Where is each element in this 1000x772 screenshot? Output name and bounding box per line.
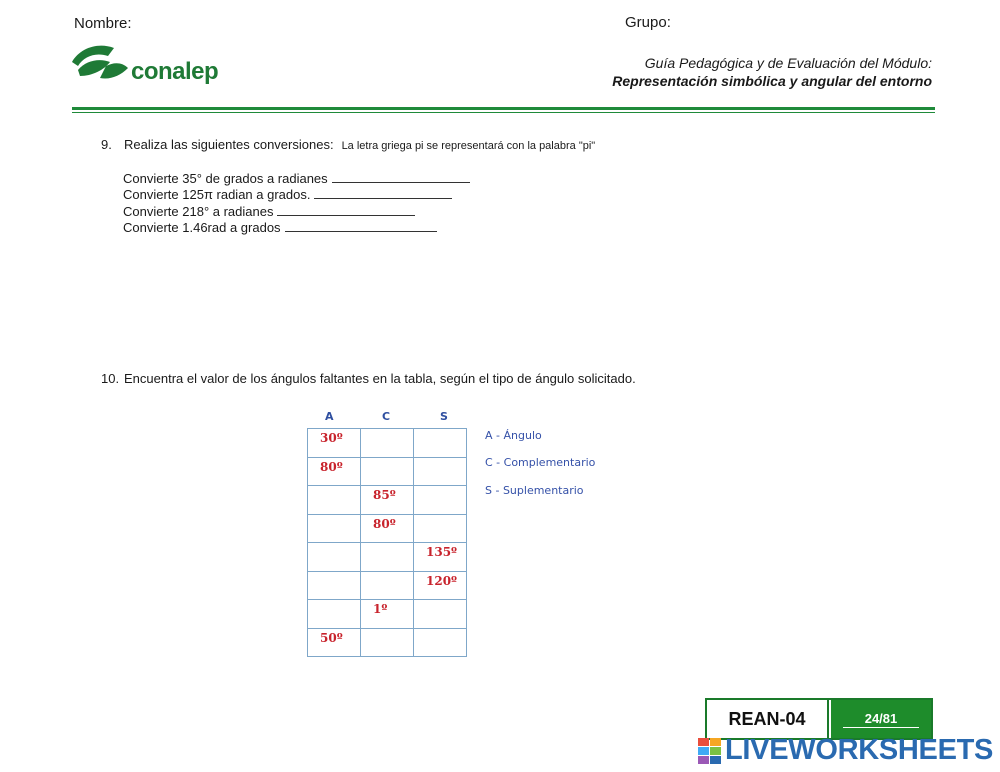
liveworksheets-brand: LIVEWORKSHEETS bbox=[725, 734, 994, 766]
answer-blank[interactable] bbox=[332, 171, 470, 183]
column-header-a: A bbox=[325, 410, 334, 423]
conalep-logo-text: conalep bbox=[131, 58, 219, 85]
angle-value: 120º bbox=[426, 573, 458, 588]
answer-cell[interactable] bbox=[308, 514, 361, 543]
table-row bbox=[308, 429, 467, 458]
answer-cell[interactable] bbox=[308, 600, 361, 629]
angle-value-cell bbox=[308, 628, 361, 657]
angle-value-cell bbox=[414, 543, 467, 572]
answer-cell[interactable] bbox=[414, 486, 467, 515]
conversion-item bbox=[123, 220, 437, 235]
question-10-heading bbox=[101, 371, 636, 386]
angle-value-cell bbox=[308, 429, 361, 458]
page-counter: 24/81 bbox=[843, 711, 920, 728]
table-row bbox=[308, 543, 467, 572]
answer-cell[interactable] bbox=[308, 543, 361, 572]
answer-cell[interactable] bbox=[361, 571, 414, 600]
answer-blank[interactable] bbox=[314, 187, 452, 199]
angle-value: 85º bbox=[373, 488, 396, 502]
module-title: Representación simbólica y angular del entorno bbox=[612, 73, 932, 89]
name-label: Nombre: bbox=[74, 15, 132, 32]
question-9-heading bbox=[101, 137, 595, 152]
angle-value-cell bbox=[361, 600, 414, 629]
column-header-c: C bbox=[382, 410, 391, 423]
angle-value-cell bbox=[414, 571, 467, 600]
header-rule bbox=[72, 107, 935, 110]
legend-item-c: C - Complementario bbox=[485, 456, 596, 469]
answer-cell[interactable] bbox=[414, 457, 467, 486]
angle-value: 80º bbox=[320, 459, 343, 474]
conversion-item bbox=[123, 171, 470, 186]
conalep-logo-icon bbox=[70, 40, 130, 90]
answer-cell[interactable] bbox=[414, 600, 467, 629]
header-rule-thin bbox=[72, 112, 935, 113]
answer-cell[interactable] bbox=[361, 429, 414, 458]
table-row bbox=[308, 571, 467, 600]
table-row bbox=[308, 514, 467, 543]
angle-value: 30º bbox=[320, 431, 343, 445]
angle-value: 50º bbox=[320, 630, 343, 645]
legend-item-a: A - Ángulo bbox=[485, 429, 542, 442]
angle-value: 1º bbox=[373, 602, 388, 616]
table-row bbox=[308, 628, 467, 657]
angle-value: 80º bbox=[373, 516, 396, 531]
answer-cell[interactable] bbox=[308, 486, 361, 515]
angle-value-cell bbox=[361, 486, 414, 515]
question-10-prompt: Encuentra el valor de los ángulos faltantes en la tabla, según el tipo de ángulo solicitado. bbox=[124, 371, 636, 386]
column-header-s: S bbox=[440, 410, 448, 423]
angle-value: 135º bbox=[426, 545, 458, 559]
page-counter-box bbox=[831, 700, 931, 738]
answer-cell[interactable] bbox=[414, 628, 467, 657]
question-9-prompt: Realiza las siguientes conversiones: bbox=[124, 137, 334, 152]
table-row bbox=[308, 600, 467, 629]
angle-value-cell bbox=[361, 514, 414, 543]
answer-cell[interactable] bbox=[361, 628, 414, 657]
module-code: REAN-04 bbox=[707, 700, 829, 738]
group-label: Grupo: bbox=[625, 14, 671, 31]
answer-cell[interactable] bbox=[361, 457, 414, 486]
angle-value-cell bbox=[308, 457, 361, 486]
angles-table bbox=[307, 428, 467, 657]
conversion-text: Convierte 218° a radianes bbox=[123, 204, 274, 219]
table-row bbox=[308, 486, 467, 515]
liveworksheets-logo-icon bbox=[698, 738, 722, 765]
conversion-text: Convierte 1.46rad a grados bbox=[123, 220, 281, 235]
answer-blank[interactable] bbox=[277, 204, 415, 216]
answer-cell[interactable] bbox=[414, 429, 467, 458]
table-row bbox=[308, 457, 467, 486]
conversion-item bbox=[123, 187, 452, 202]
guide-subtitle: Guía Pedagógica y de Evaluación del Módulo: bbox=[644, 55, 932, 71]
answer-blank[interactable] bbox=[285, 220, 437, 232]
question-9-number: 9. bbox=[101, 137, 112, 152]
conversion-text: Convierte 125π radian a grados. bbox=[123, 187, 311, 202]
answer-cell[interactable] bbox=[414, 514, 467, 543]
answer-cell[interactable] bbox=[308, 571, 361, 600]
legend-item-s: S - Suplementario bbox=[485, 484, 584, 497]
conversion-text: Convierte 35° de grados a radianes bbox=[123, 171, 328, 186]
question-9-note: La letra griega pi se representará con la palabra "pi" bbox=[341, 140, 596, 152]
question-10-number: 10. bbox=[101, 371, 120, 386]
conversion-item bbox=[123, 204, 415, 219]
answer-cell[interactable] bbox=[361, 543, 414, 572]
